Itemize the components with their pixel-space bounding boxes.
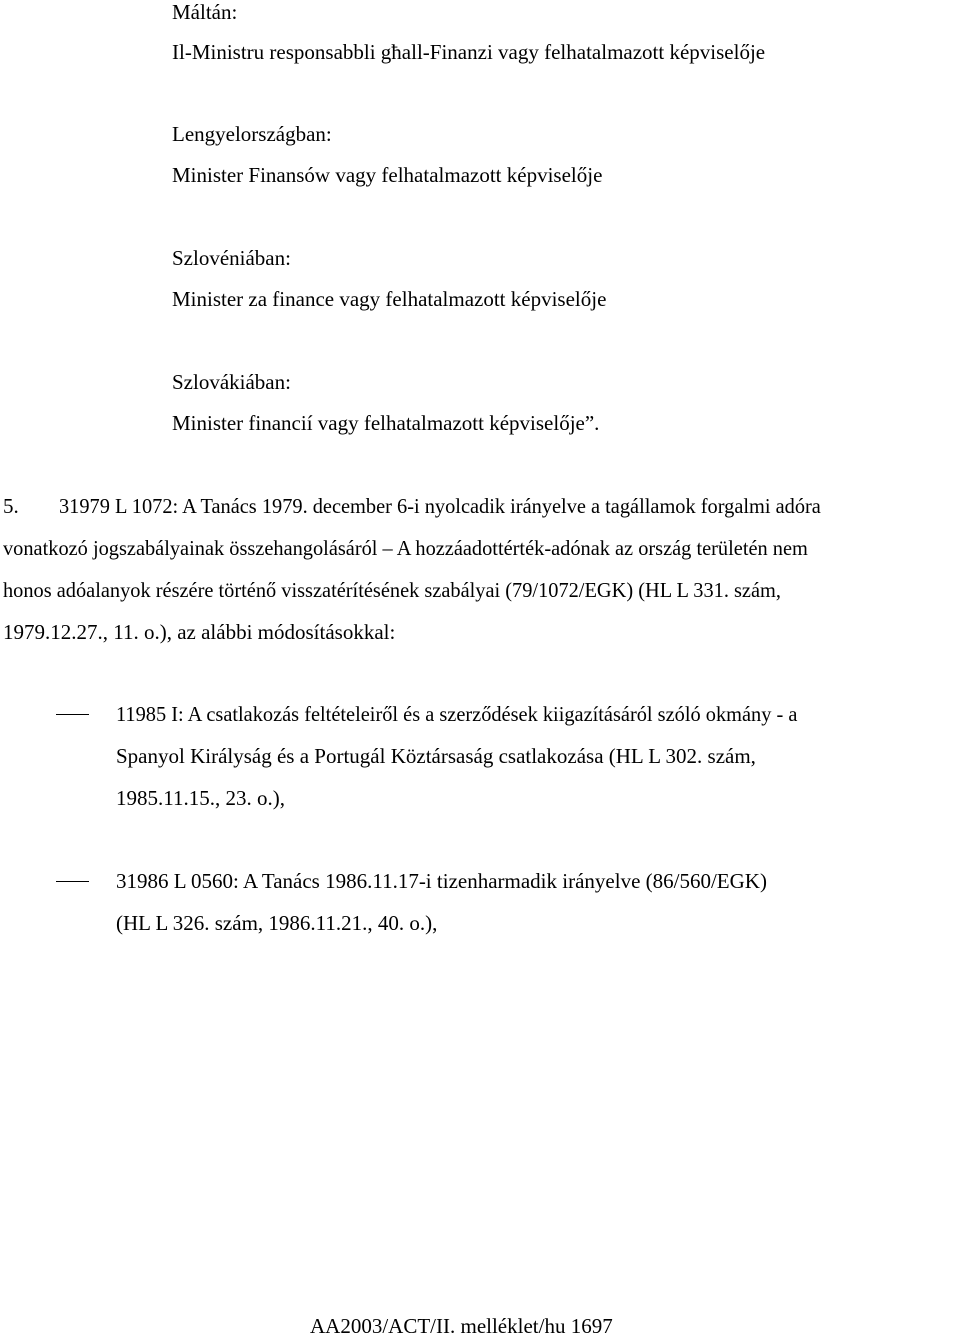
item-5-number: 5. <box>3 494 19 518</box>
item-5-line-1: 31979 L 1072: A Tanács 1979. december 6-i nyolcadik irányelve a tagállamok forgalmi adóra <box>59 494 821 518</box>
bullet-2-line-2: (HL L 326. szám, 1986.11.21., 40. o.), <box>116 911 438 935</box>
item-5-line-4: 1979.12.27., 11. o.), az alábbi módosításokkal: <box>3 620 396 644</box>
country-label-slovenia: Szlovéniában: <box>172 246 291 270</box>
country-label-slovakia: Szlovákiában: <box>172 370 291 394</box>
bullet-1-line-1: 11985 I: A csatlakozás feltételeiről és a szerződések kiigazításáról szóló okmány - a <box>116 702 798 726</box>
country-title-slovenia: Minister za finance vagy felhatalmazott képviselője <box>172 287 607 311</box>
country-title-malta: Il-Ministru responsabbli għall-Finanzi vagy felhatalmazott képviselője <box>172 40 766 64</box>
bullet-dash-2 <box>56 881 89 882</box>
country-label-malta: Máltán: <box>172 0 238 24</box>
item-5-line-2: vonatkozó jogszabályainak összehangolásáról – A hozzáadottérték-adónak az ország területén nem <box>3 536 808 560</box>
bullet-dash-1 <box>56 714 89 715</box>
bullet-1-line-2: Spanyol Királyság és a Portugál Köztársaság csatlakozása (HL L 302. szám, <box>116 744 756 768</box>
item-5-line-3: honos adóalanyok részére történő visszatérítésének szabályai (79/1072/EGK) (HL L 331. szám, <box>3 578 781 602</box>
page-footer: AA2003/ACT/II. melléklet/hu 1697 <box>310 1314 613 1338</box>
country-title-poland: Minister Finansów vagy felhatalmazott képviselője <box>172 163 603 187</box>
bullet-2-line-1: 31986 L 0560: A Tanács 1986.11.17-i tizenharmadik irányelve (86/560/EGK) <box>116 869 767 893</box>
country-title-slovakia: Minister financií vagy felhatalmazott képviselője”. <box>172 411 600 435</box>
country-label-poland: Lengyelországban: <box>172 122 332 146</box>
bullet-1-line-3: 1985.11.15., 23. o.), <box>116 786 285 810</box>
